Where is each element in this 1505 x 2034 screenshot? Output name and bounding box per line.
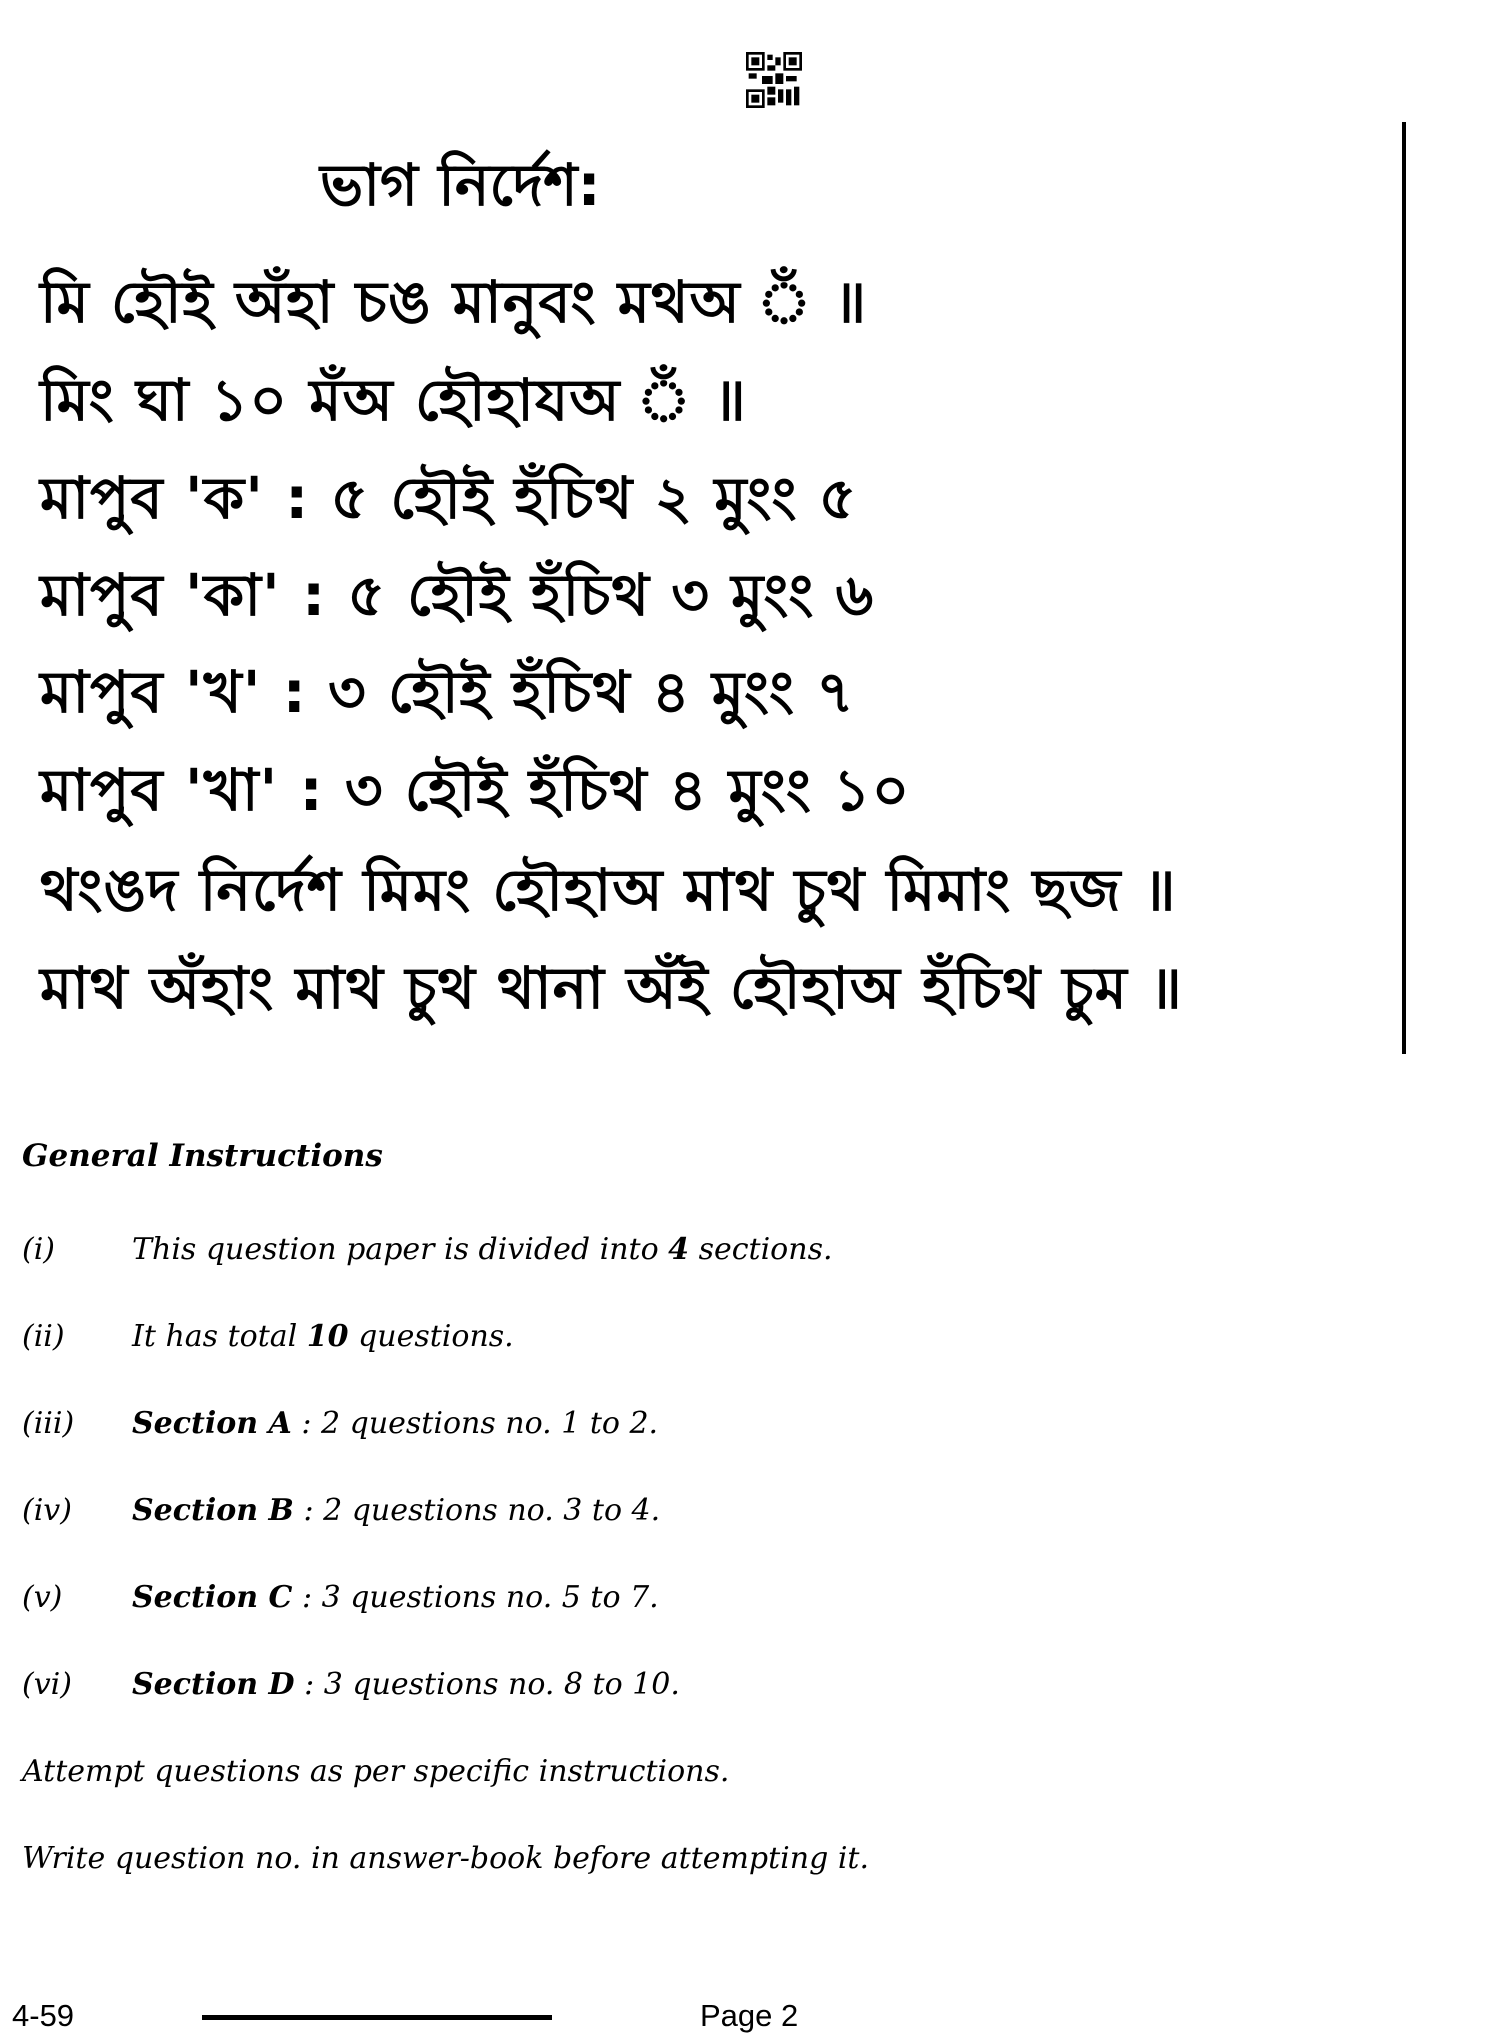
item-bold: 4: [668, 1232, 690, 1267]
script-line: মাপুব 'খা' : ৩ হৌই হঁচিথ ৪ মুংং ১০: [40, 756, 911, 824]
instruction-note: Attempt questions as per specific instructions.: [22, 1754, 730, 1789]
page-number: Page 2: [700, 1998, 799, 2033]
instruction-item: [22, 1580, 659, 1615]
script-line: মিং ঘা ১০ মঁঅ হৌহাযঅ ঁ ॥: [40, 366, 747, 434]
script-line: মাপুব 'কা' : ৫ হৌই হঁচিথ ৩ মুংং ৬: [40, 561, 875, 629]
instruction-item: [22, 1406, 658, 1441]
script-line: মাপুব 'খ' : ৩ হৌই হঁচিথ ৪ মুংং ৭: [40, 658, 855, 726]
item-text: This question paper is divided into: [132, 1232, 669, 1267]
item-text: sections.: [689, 1232, 833, 1267]
instruction-item: [22, 1319, 514, 1354]
item-number: (iv): [22, 1493, 72, 1528]
item-text: It has total: [132, 1319, 307, 1354]
qr-code-icon: [746, 52, 802, 108]
script-line: থংঙদ নির্দেশ মিমং হৌহাঅ মাথ চুথ মিমাং ছজ ॥: [40, 856, 1177, 924]
item-text: : 3 questions no. 5 to 7.: [292, 1580, 659, 1615]
margin-rule: [1402, 122, 1406, 1054]
script-line: মাপুব 'ক' : ৫ হৌই হঁচিথ ২ মুংং ৫: [40, 464, 858, 532]
instruction-item: [22, 1667, 680, 1702]
instruction-item: [22, 1493, 660, 1528]
item-number: (vi): [22, 1667, 72, 1702]
item-text: questions.: [348, 1319, 514, 1354]
item-number: (v): [22, 1580, 63, 1615]
item-bold: Section B: [132, 1493, 294, 1528]
item-bold: Section D: [132, 1667, 295, 1702]
item-bold: Section C: [132, 1580, 293, 1615]
general-instructions-title: General Instructions: [22, 1138, 383, 1174]
item-bold: 10: [306, 1319, 349, 1354]
item-text: : 3 questions no. 8 to 10.: [294, 1667, 680, 1702]
item-text: : 2 questions no. 1 to 2.: [291, 1406, 659, 1441]
item-number: (ii): [22, 1319, 65, 1354]
instruction-note: Write question no. in answer-book before attempting it.: [22, 1841, 870, 1876]
paper-code: 4-59: [12, 1998, 75, 2033]
footer-rule: [202, 2015, 552, 2020]
instruction-item: [22, 1232, 833, 1267]
script-line: মি হৌই অঁহা চঙ মানুবং মথঅ ঁ ॥: [40, 268, 868, 336]
script-line: মাথ অঁহাং মাথ চুথ থানা অঁই হৌহাঅ হঁচিথ চুম ॥: [40, 954, 1183, 1022]
item-bold: Section A: [132, 1406, 292, 1441]
item-number: (i): [22, 1232, 56, 1267]
item-number: (iii): [22, 1406, 75, 1441]
script-section-title: ভাগ নির্দেশ:: [320, 151, 601, 219]
item-text: : 2 questions no. 3 to 4.: [293, 1493, 661, 1528]
